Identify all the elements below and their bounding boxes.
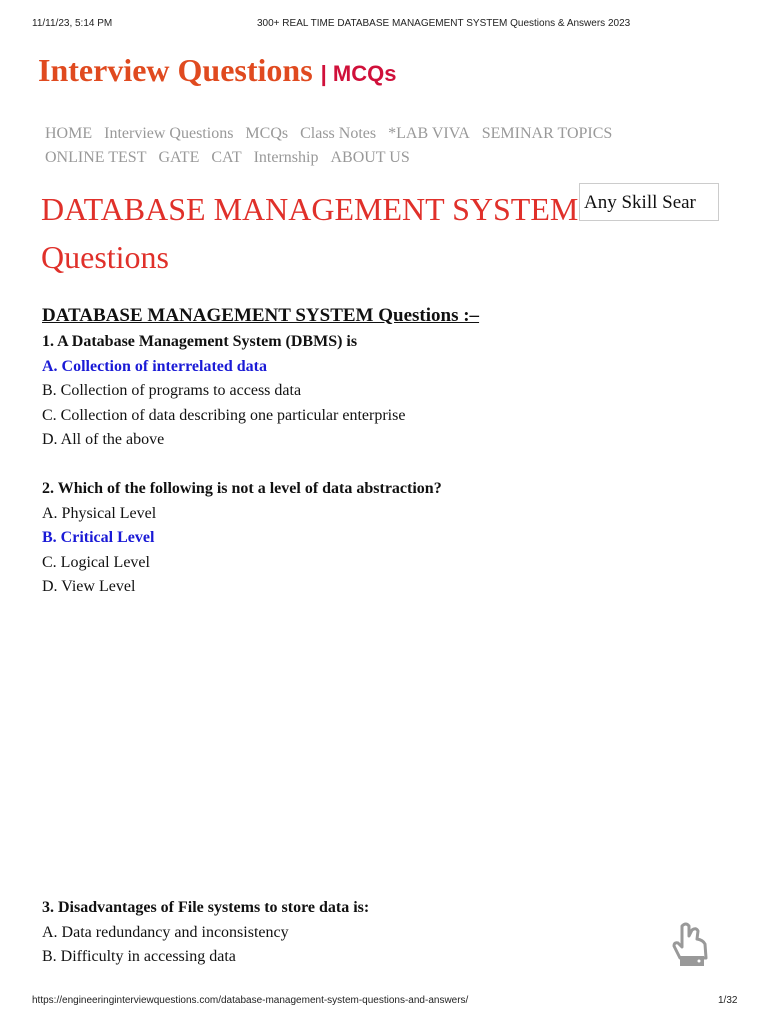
- logo-text: Interview Questions: [38, 52, 313, 88]
- option: C. Logical Level: [42, 553, 150, 571]
- nav-seminar-topics[interactable]: SEMINAR TOPICS: [481, 125, 613, 142]
- nav-gate[interactable]: GATE: [158, 149, 200, 166]
- option: D. View Level: [42, 578, 136, 595]
- section-heading: DATABASE MANAGEMENT SYSTEM Questions :–: [42, 305, 480, 326]
- option: B. Collection of programs to access data: [42, 382, 302, 399]
- nav-interview-questions[interactable]: Interview Questions: [104, 125, 234, 142]
- print-datetime: 11/11/23, 5:14 PM: [32, 18, 113, 29]
- page-title: DATABASE MANAGEMENT SYSTEM Questions: [41, 191, 579, 275]
- print-page-number: 1/32: [718, 995, 738, 1006]
- option: C. Collection of data describing one particular enterprise: [42, 406, 406, 424]
- hand-pointer-icon[interactable]: [666, 918, 712, 974]
- option: B. Difficulty in accessing data: [42, 948, 236, 965]
- main-nav: [45, 122, 685, 170]
- question-text: 3. Disadvantages of File systems to store data is:: [42, 899, 370, 916]
- nav-lab-viva[interactable]: *LAB VIVA: [388, 125, 470, 142]
- print-page-title: 300+ REAL TIME DATABASE MANAGEMENT SYSTEM Questions & Answers 2023: [257, 18, 631, 29]
- nav-mcqs[interactable]: MCQs: [245, 125, 289, 142]
- nav-class-notes[interactable]: Class Notes: [300, 125, 377, 142]
- nav-internship[interactable]: Internship: [253, 149, 319, 166]
- option: A. Data redundancy and inconsistency: [42, 923, 289, 941]
- logo-sub: | MCQs: [320, 61, 397, 86]
- nav-online-test[interactable]: ONLINE TEST: [45, 149, 147, 166]
- question-text: 2. Which of the following is not a level of data abstraction?: [42, 480, 442, 497]
- nav-cat[interactable]: CAT: [211, 149, 242, 166]
- correct-option: B. Critical Level: [42, 529, 155, 546]
- site-logo[interactable]: [38, 52, 397, 89]
- correct-option: A. Collection of interrelated data: [42, 357, 267, 375]
- nav-about-us[interactable]: ABOUT US: [330, 149, 410, 166]
- option: A. Physical Level: [42, 504, 157, 522]
- question-3: [42, 899, 369, 973]
- question-2: [42, 480, 442, 603]
- option: D. All of the above: [42, 431, 165, 448]
- question-1: [42, 333, 405, 456]
- print-url: https://engineeringinterviewquestions.com/database-management-system-questions-and-answers/: [32, 995, 469, 1006]
- question-text: 1. A Database Management System (DBMS) is: [42, 333, 358, 350]
- nav-home[interactable]: HOME: [45, 125, 93, 142]
- search-input[interactable]: Any Skill Sear: [579, 183, 719, 221]
